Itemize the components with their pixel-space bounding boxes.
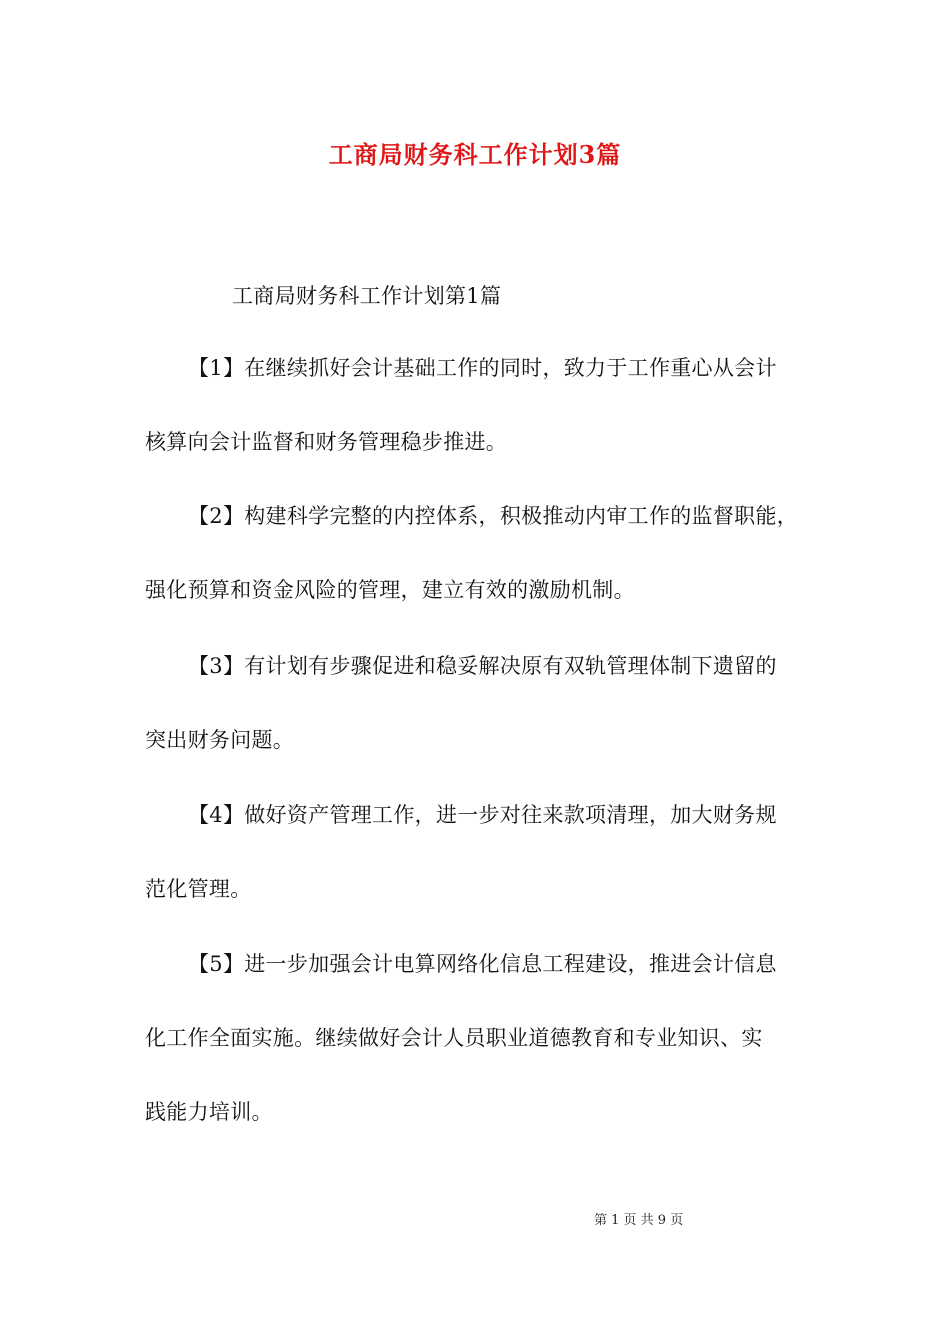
paragraph-line: 突出财务问题。: [145, 728, 295, 752]
paragraph-line: 【1】在继续抓好会计基础工作的同时，致力于工作重心从会计: [188, 356, 777, 380]
paragraph-line: 核算向会计监督和财务管理稳步推进。: [145, 430, 508, 454]
paragraph-line: 强化预算和资金风险的管理，建立有效的激励机制。: [145, 578, 635, 602]
paragraph-line: 【3】有计划有步骤促进和稳妥解决原有双轨管理体制下遗留的: [188, 654, 777, 678]
section-heading: 工商局财务科工作计划第1篇: [232, 284, 502, 308]
page-number-footer: 第 1 页 共 9 页: [594, 1213, 684, 1228]
document-title: 工商局财务科工作计划3篇: [328, 140, 622, 169]
paragraph-line: 【4】做好资产管理工作，进一步对往来款项清理，加大财务规: [188, 803, 777, 827]
paragraph-line: 【2】构建科学完整的内控体系，积极推动内审工作的监督职能，: [188, 504, 799, 528]
paragraph-line: 范化管理。: [145, 877, 252, 901]
paragraph-line: 【5】进一步加强会计电算网络化信息工程建设，推进会计信息: [188, 952, 777, 976]
paragraph-line: 践能力培训。: [145, 1100, 273, 1124]
paragraph-line: 化工作全面实施。继续做好会计人员职业道德教育和专业知识、实: [145, 1026, 763, 1050]
